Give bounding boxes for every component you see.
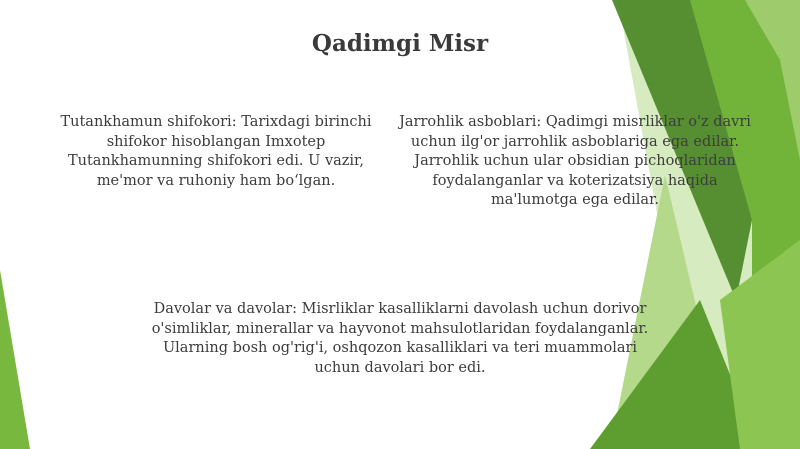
surgical-instruments-text: Jarrohlik asboblari: Qadimgi misrliklar o'z davri uchun ilg'or jarrohlik asboblariga ega edilar. Jarrohlik uchun ular obsidian pichoqlaridan foydalanganlar va koterizatsiya haqida ma'lumotga ega edilar. <box>399 114 751 208</box>
remedies-text: Davolar va davolar: Misrliklar kasalliklarni davolash uchun dorivor o'simliklar, minerallar va hayvonot mahsulotlaridan foydalanganlar. Ularning bosh og'rig'i, oshqozon kasalliklari va teri muammolari uchun davolari bor edi. <box>151 301 649 376</box>
slide-title: Qadimgi Misr <box>311 30 489 57</box>
tutankhamun-physician-text: Tutankhamun shifokori: Tarixdagi birinchi shifokor hisoblangan Imxotep Tutankhamunning shifokori edi. U vazir, me'mor va ruhoniy ham bo‘lgan. <box>60 114 372 189</box>
left-green-sliver <box>0 270 30 449</box>
